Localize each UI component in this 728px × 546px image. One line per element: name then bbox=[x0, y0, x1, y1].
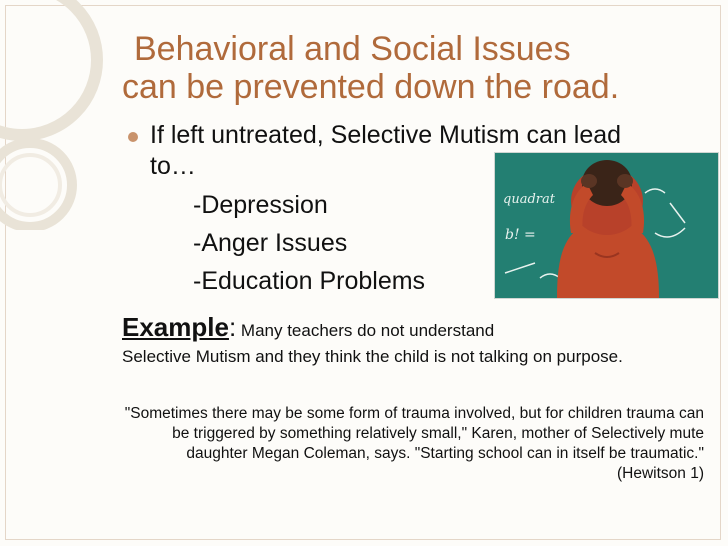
example-colon: : bbox=[228, 312, 237, 342]
sub-item-depression: -Depression bbox=[193, 191, 328, 219]
example-text: Many teachers do not understand bbox=[236, 321, 495, 340]
example-continuation: Selective Mutism and they think the child is not talking on purpose. bbox=[122, 347, 623, 366]
boy-chalkboard-photo bbox=[494, 152, 719, 299]
photo-illustration bbox=[495, 153, 718, 298]
slide-title bbox=[122, 30, 619, 106]
example-label: Example bbox=[122, 312, 229, 342]
bullet-dot-icon bbox=[128, 132, 138, 142]
quote-text: "Sometimes there may be some form of trauma involved, but for children trauma can be triggered by something relatively small," Karen, mother of Selectively mute daughter Megan Coleman, says. "Starting school can in itself be traumatic." (Hewitson 1) bbox=[124, 405, 704, 482]
chalk-text-2: b! = bbox=[505, 227, 536, 243]
bullet-text: If left untreated, Selective Mutism can lead to… bbox=[150, 121, 622, 180]
chalk-text-1: quadrat bbox=[503, 192, 555, 207]
title-line-2: can be prevented down the road. bbox=[122, 68, 620, 106]
title-line-1: Behavioral and Social Issues bbox=[134, 30, 571, 68]
sub-item-anger: -Anger Issues bbox=[193, 229, 348, 257]
sub-item-education: -Education Problems bbox=[193, 267, 426, 295]
